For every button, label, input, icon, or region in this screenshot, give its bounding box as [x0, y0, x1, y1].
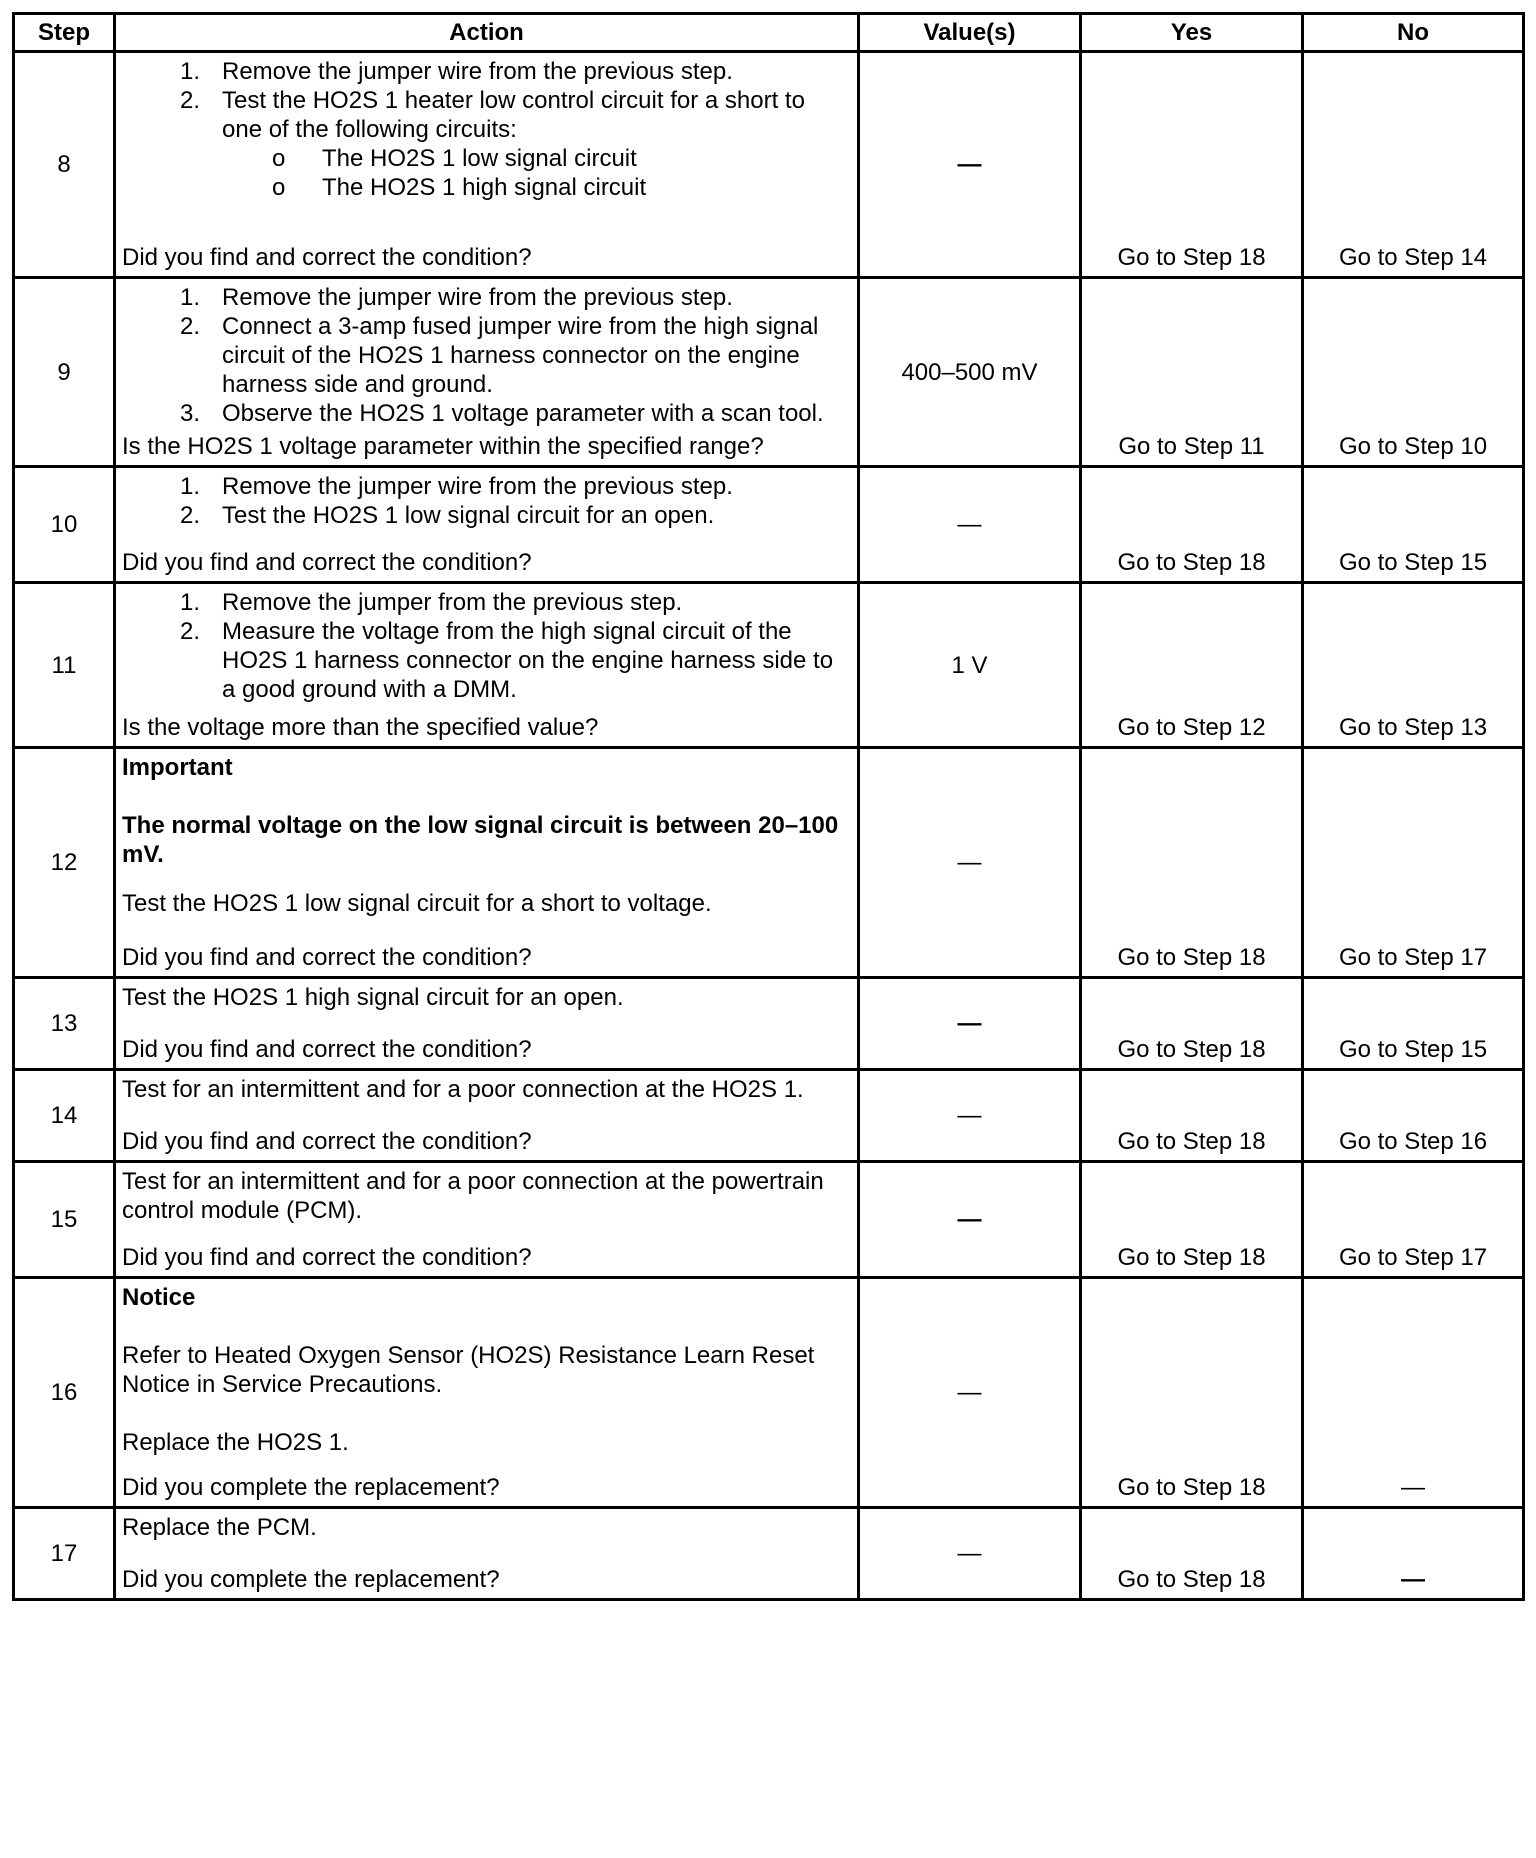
step-number: 13	[14, 978, 115, 1070]
no-cell: —	[1303, 1508, 1524, 1600]
yes-cell: Go to Step 11	[1081, 278, 1303, 467]
table-row	[14, 1508, 1524, 1600]
value-cell: —	[859, 1070, 1081, 1162]
action-question: Did you find and correct the condition?	[122, 944, 532, 971]
action-question: Did you find and correct the condition?	[122, 549, 532, 576]
no-cell: Go to Step 17	[1303, 1162, 1524, 1278]
sub-item: o The HO2S 1 high signal circuit	[272, 174, 647, 201]
header-no: No	[1303, 14, 1524, 52]
action-question: Did you find and correct the condition?	[122, 244, 532, 271]
table-row	[14, 467, 1524, 583]
action-question: Did you find and correct the condition?	[122, 1244, 532, 1271]
action-step: 1. Remove the jumper wire from the previous step.	[179, 473, 733, 500]
yes-cell: Go to Step 18	[1081, 1162, 1303, 1278]
action-cell	[115, 978, 859, 1070]
table-row	[14, 1162, 1524, 1278]
table-row	[14, 1070, 1524, 1162]
notice-text: Refer to Heated Oxygen Sensor (HO2S) Resistance Learn Reset Notice in Service Precautions.	[122, 1342, 815, 1398]
action-text: Test for an intermittent and for a poor connection at the HO2S 1.	[122, 1076, 804, 1103]
yes-cell: Go to Step 18	[1081, 1508, 1303, 1600]
yes-cell: Go to Step 18	[1081, 1278, 1303, 1508]
action-text: Replace the PCM.	[122, 1514, 317, 1541]
action-step: 2. Measure the voltage from the high signal circuit of the HO2S 1 harness connector on the engine harness side to a good ground with a DMM.	[179, 618, 834, 703]
action-text: Test the HO2S 1 low signal circuit for a short to voltage.	[122, 890, 712, 917]
yes-cell: Go to Step 18	[1081, 1070, 1303, 1162]
table-row	[14, 1278, 1524, 1508]
step-number: 14	[14, 1070, 115, 1162]
yes-cell: Go to Step 12	[1081, 583, 1303, 748]
action-text: Test the HO2S 1 high signal circuit for an open.	[122, 984, 624, 1011]
diagnostic-table	[12, 12, 1525, 1601]
step-number: 16	[14, 1278, 115, 1508]
header-step: Step	[14, 14, 115, 52]
value-cell: —	[859, 52, 1081, 278]
yes-cell: Go to Step 18	[1081, 467, 1303, 583]
action-step: 2. Connect a 3-amp fused jumper wire from the high signal circuit of the HO2S 1 harness connector on the engine harness side and ground.	[179, 313, 819, 398]
header-action: Action	[115, 14, 859, 52]
action-cell	[115, 467, 859, 583]
value-cell: —	[859, 467, 1081, 583]
step-number: 15	[14, 1162, 115, 1278]
table-row	[14, 52, 1524, 278]
action-step: 1. Remove the jumper wire from the previous step.	[179, 58, 733, 85]
action-question: Did you complete the replacement?	[122, 1474, 500, 1501]
action-step: 3. Observe the HO2S 1 voltage parameter with a scan tool.	[179, 400, 824, 427]
action-step: 1. Remove the jumper wire from the previous step.	[179, 284, 733, 311]
yes-cell: Go to Step 18	[1081, 748, 1303, 978]
value-cell: —	[859, 1508, 1081, 1600]
important-text: The normal voltage on the low signal circuit is between 20–100 mV.	[122, 812, 839, 868]
header-values: Value(s)	[859, 14, 1081, 52]
important-heading: Important	[122, 754, 233, 781]
table-row	[14, 978, 1524, 1070]
action-cell	[115, 52, 859, 278]
no-cell: Go to Step 14	[1303, 52, 1524, 278]
action-question: Did you find and correct the condition?	[122, 1128, 532, 1155]
action-cell	[115, 583, 859, 748]
step-number: 8	[14, 52, 115, 278]
action-cell	[115, 1162, 859, 1278]
no-cell: Go to Step 15	[1303, 978, 1524, 1070]
no-cell: —	[1303, 1278, 1524, 1508]
value-cell: —	[859, 978, 1081, 1070]
value-cell: —	[859, 748, 1081, 978]
value-cell: —	[859, 1278, 1081, 1508]
sub-item: o The HO2S 1 low signal circuit	[272, 145, 637, 172]
no-cell: Go to Step 13	[1303, 583, 1524, 748]
no-cell: Go to Step 16	[1303, 1070, 1524, 1162]
action-question: Is the HO2S 1 voltage parameter within the specified range?	[122, 433, 764, 460]
header-yes: Yes	[1081, 14, 1303, 52]
value-cell: —	[859, 1162, 1081, 1278]
action-cell	[115, 1508, 859, 1600]
action-cell	[115, 1278, 859, 1508]
action-cell	[115, 748, 859, 978]
action-step: 2. Test the HO2S 1 heater low control circuit for a short to one of the following circuits:	[179, 87, 805, 143]
action-cell	[115, 1070, 859, 1162]
action-step: 1. Remove the jumper from the previous step.	[179, 589, 683, 616]
action-question: Did you complete the replacement?	[122, 1566, 500, 1593]
step-number: 10	[14, 467, 115, 583]
step-number: 17	[14, 1508, 115, 1600]
action-step: 2. Test the HO2S 1 low signal circuit for an open.	[179, 502, 715, 529]
no-cell: Go to Step 17	[1303, 748, 1524, 978]
notice-heading: Notice	[122, 1284, 196, 1311]
step-number: 11	[14, 583, 115, 748]
step-number: 12	[14, 748, 115, 978]
action-cell	[115, 278, 859, 467]
no-cell: Go to Step 15	[1303, 467, 1524, 583]
header-row	[14, 14, 1524, 52]
no-cell: Go to Step 10	[1303, 278, 1524, 467]
table-row	[14, 583, 1524, 748]
action-question: Did you find and correct the condition?	[122, 1036, 532, 1063]
action-question: Is the voltage more than the specified value?	[122, 714, 599, 741]
step-number: 9	[14, 278, 115, 467]
action-text: Replace the HO2S 1.	[122, 1429, 349, 1456]
yes-cell: Go to Step 18	[1081, 978, 1303, 1070]
value-cell: 400–500 mV	[859, 278, 1081, 467]
table-row	[14, 748, 1524, 978]
yes-cell: Go to Step 18	[1081, 52, 1303, 278]
value-cell: 1 V	[859, 583, 1081, 748]
table-row	[14, 278, 1524, 467]
action-text: Test for an intermittent and for a poor connection at the powertrain control module (PCM).	[122, 1168, 824, 1224]
